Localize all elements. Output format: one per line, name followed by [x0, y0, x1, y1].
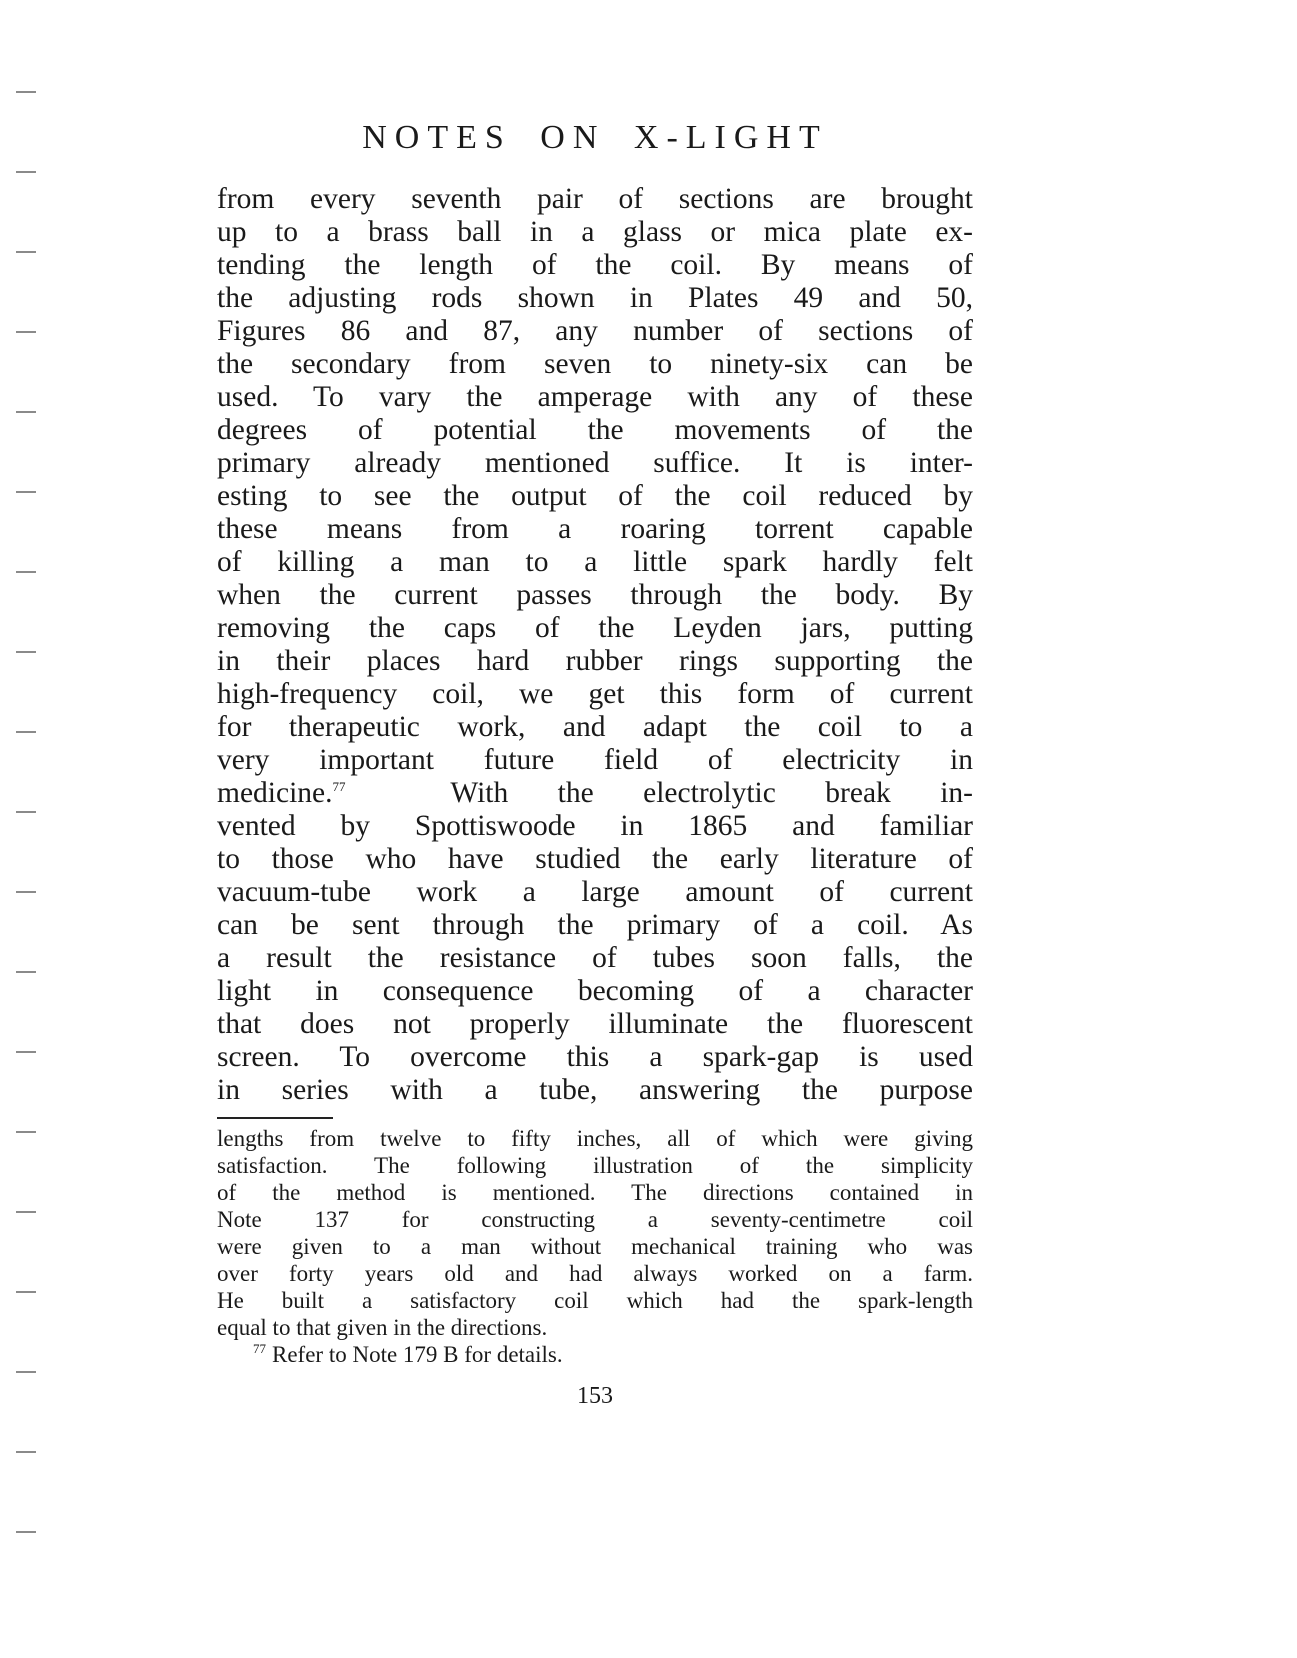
- body-line: in series with a tube, answering the purpose: [217, 1074, 973, 1106]
- body-line: Figures 86 and 87, any number of sections of: [217, 315, 973, 347]
- line-lead-word: medicine.: [217, 777, 333, 809]
- footnotes: [217, 1125, 973, 1368]
- body-line: esting to see the output of the coil reduced by: [217, 480, 973, 512]
- margin-tick: [16, 891, 36, 893]
- line-rest: With the electrolytic break in-: [450, 777, 973, 809]
- body-line: removing the caps of the Leyden jars, putting: [217, 612, 973, 644]
- margin-tick: [16, 1131, 36, 1133]
- footnote-line: Note 137 for constructing a seventy-centimetre coil: [217, 1207, 973, 1232]
- footnote-77: [217, 1341, 973, 1368]
- body-line: that does not properly illuminate the fluorescent: [217, 1008, 973, 1040]
- body-line: to those who have studied the early literature of: [217, 843, 973, 875]
- body-line: very important future field of electricity in: [217, 744, 973, 776]
- margin-tick: [16, 811, 36, 813]
- body-line: for therapeutic work, and adapt the coil to a: [217, 711, 973, 743]
- body-line: can be sent through the primary of a coil. As: [217, 909, 973, 941]
- body-line: the adjusting rods shown in Plates 49 and 50,: [217, 282, 973, 314]
- body-line: these means from a roaring torrent capable: [217, 513, 973, 545]
- margin-tick: [16, 1371, 36, 1373]
- footnote-line: of the method is mentioned. The directions contained in: [217, 1180, 973, 1205]
- footnote-77-text: Refer to Note 179 B for details.: [272, 1342, 563, 1367]
- page-number: 153: [577, 1383, 613, 1409]
- body-line: the secondary from seven to ninety-six can be: [217, 348, 973, 380]
- margin-tick: [16, 571, 36, 573]
- footnote-line: over forty years old and had always worked on a farm.: [217, 1261, 973, 1286]
- body-line: from every seventh pair of sections are brought: [217, 183, 973, 215]
- body-line: in their places hard rubber rings supporting the: [217, 645, 973, 677]
- footnote-line: lengths from twelve to fifty inches, all of which were giving: [217, 1126, 973, 1151]
- margin-tick: [16, 491, 36, 493]
- body-line: of killing a man to a little spark hardly felt: [217, 546, 973, 578]
- body-line: a result the resistance of tubes soon falls, the: [217, 942, 973, 974]
- body-line: vented by Spottiswoode in 1865 and familiar: [217, 810, 973, 842]
- body-line: tending the length of the coil. By means of: [217, 249, 973, 281]
- body-text: [217, 183, 973, 1107]
- margin-tick: [16, 91, 36, 93]
- footnote-line: were given to a man without mechanical training who was: [217, 1234, 973, 1259]
- body-line: degrees of potential the movements of the: [217, 414, 973, 446]
- body-line: screen. To overcome this a spark-gap is used: [217, 1041, 973, 1073]
- footnote-marker: 77: [253, 1341, 266, 1357]
- margin-tick: [16, 1051, 36, 1053]
- body-line: high-frequency coil, we get this form of current: [217, 678, 973, 710]
- body-line: used. To vary the amperage with any of these: [217, 381, 973, 413]
- margin-tick: [16, 1291, 36, 1293]
- footnote-line: He built a satisfactory coil which had the spark-length: [217, 1288, 973, 1313]
- margin-tick: [16, 731, 36, 733]
- footnote-reference: 77: [332, 779, 346, 795]
- margin-tick: [16, 971, 36, 973]
- footnote-line: satisfaction. The following illustration of the simplicity: [217, 1153, 973, 1178]
- body-line: up to a brass ball in a glass or mica plate ex-: [217, 216, 973, 248]
- margin-tick: [16, 171, 36, 173]
- body-line: vacuum-tube work a large amount of current: [217, 876, 973, 908]
- margin-tick: [16, 1531, 36, 1533]
- body-line: when the current passes through the body. By: [217, 579, 973, 611]
- margin-tick: [16, 1211, 36, 1213]
- body-line: light in consequence becoming of a character: [217, 975, 973, 1007]
- body-line-with-footnote-ref: [217, 777, 973, 810]
- margin-tick: [16, 331, 36, 333]
- footnote-line: equal to that given in the directions.: [217, 1315, 548, 1340]
- margin-tick: [16, 411, 36, 413]
- body-line: primary already mentioned suffice. It is inter-: [217, 447, 973, 479]
- margin-tick: [16, 1451, 36, 1453]
- running-head: NOTES ON X-LIGHT: [362, 119, 828, 156]
- footnote-divider: [217, 1117, 333, 1119]
- margin-tick: [16, 651, 36, 653]
- margin-tick-marks: [16, 0, 38, 1658]
- margin-tick: [16, 251, 36, 253]
